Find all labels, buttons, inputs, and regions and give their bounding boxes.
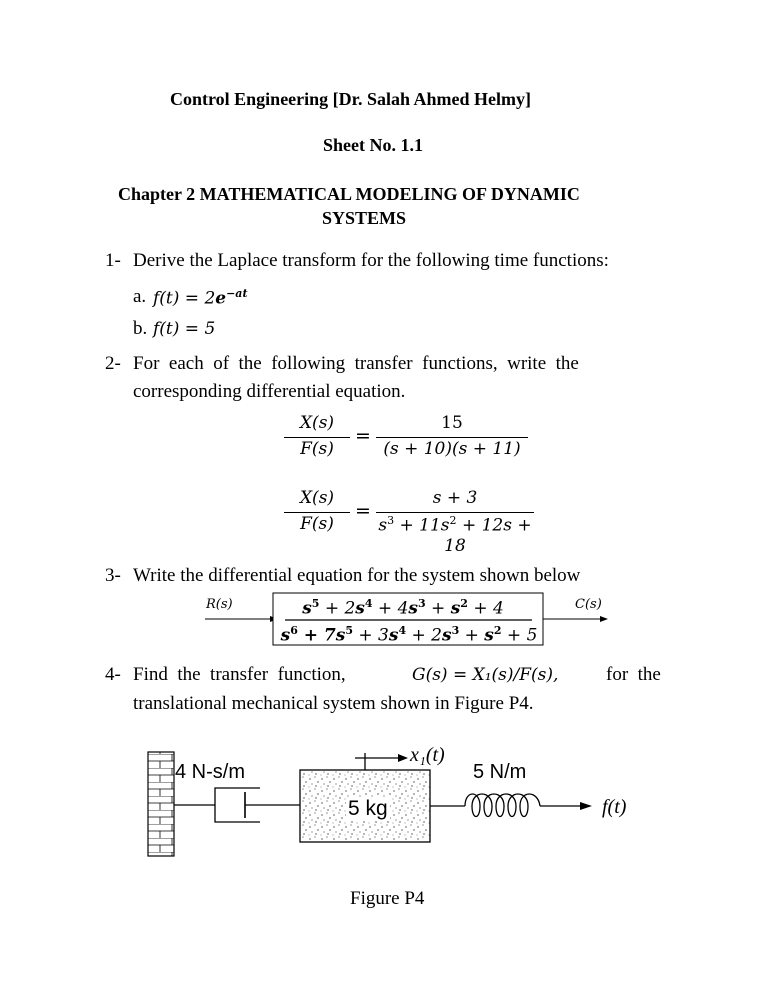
- displacement-arrowhead: [398, 754, 408, 762]
- course-title: Control Engineering [Dr. Salah Ahmed Helmy]: [170, 89, 532, 109]
- sheet-number: Sheet No. 1.1: [323, 135, 423, 155]
- displacement-label: x₁(t): [410, 744, 445, 766]
- q1-b-label: b.: [133, 318, 148, 339]
- eq1-lhs-fraction: X(s) F(s): [299, 413, 335, 459]
- q4-text-line1a: Find the transfer function,: [133, 664, 346, 685]
- q1-a-label: a.: [133, 286, 147, 307]
- q4-transfer-function: G(s) = X₁(s)/F(s),: [412, 665, 559, 685]
- q1-text: Derive the Laplace transform for the following time functions:: [133, 250, 609, 271]
- output-arrowhead: [600, 616, 608, 622]
- q3-text: Write the differential equation for the system shown below: [133, 565, 581, 586]
- eq2-lhs-bar: [284, 512, 350, 513]
- chapter-title-line1: Chapter 2 MATHEMATICAL MODELING OF DYNAMIC: [118, 184, 580, 204]
- q2-text-line2: corresponding differential equation.: [133, 381, 406, 402]
- chapter-title-line2: SYSTEMS: [322, 208, 407, 228]
- q2-text-line1: For each of the following transfer functions, write the: [133, 353, 579, 374]
- force-label: f(t): [602, 796, 627, 818]
- block-output-label: C(s): [575, 597, 602, 612]
- q4-text-line2: translational mechanical system shown in Figure P4.: [133, 693, 534, 714]
- q1-number: 1-: [105, 250, 121, 271]
- q4-text-line1b: for the: [606, 664, 661, 685]
- block-input-label: R(s): [206, 597, 233, 612]
- block-denominator: $s^6 + 7s^5 + 3s^4 + 2s^3 + s^2 + 5$: [280, 624, 538, 646]
- q4-number: 4-: [105, 664, 121, 685]
- spring-coil: [465, 794, 540, 817]
- eq1-equals: =: [355, 425, 371, 447]
- q2-number: 2-: [105, 353, 121, 374]
- q1-a-expression: $f(t) = 2e^{-at}$: [153, 287, 248, 309]
- eq2-lhs-fraction: X(s) F(s): [299, 488, 335, 534]
- damper-label: 4 N-s/m: [175, 761, 245, 783]
- figure-caption: Figure P4: [350, 888, 425, 909]
- mass-label: 5 kg: [348, 797, 388, 820]
- figure-p4: [140, 740, 660, 865]
- q1-b-expression: f(t) = 5: [153, 319, 216, 339]
- eq1-rhs-fraction: 15 (s + 10)(s + 11): [383, 413, 521, 459]
- eq2-equals: =: [355, 500, 371, 522]
- eq1-rhs-bar: [376, 437, 528, 438]
- block-numerator: $s^5 + 2s^4 + 4s^3 + s^2 + 4$: [302, 597, 504, 619]
- force-arrowhead: [580, 802, 592, 810]
- wall: [148, 752, 174, 856]
- eq2-rhs-fraction: s + 3 $s^3 + 11s^2 + 12s + 18$: [378, 488, 532, 556]
- eq1-lhs-bar: [284, 437, 350, 438]
- q3-number: 3-: [105, 565, 121, 586]
- eq2-rhs-bar: [376, 512, 534, 513]
- spring-label: 5 N/m: [473, 761, 527, 783]
